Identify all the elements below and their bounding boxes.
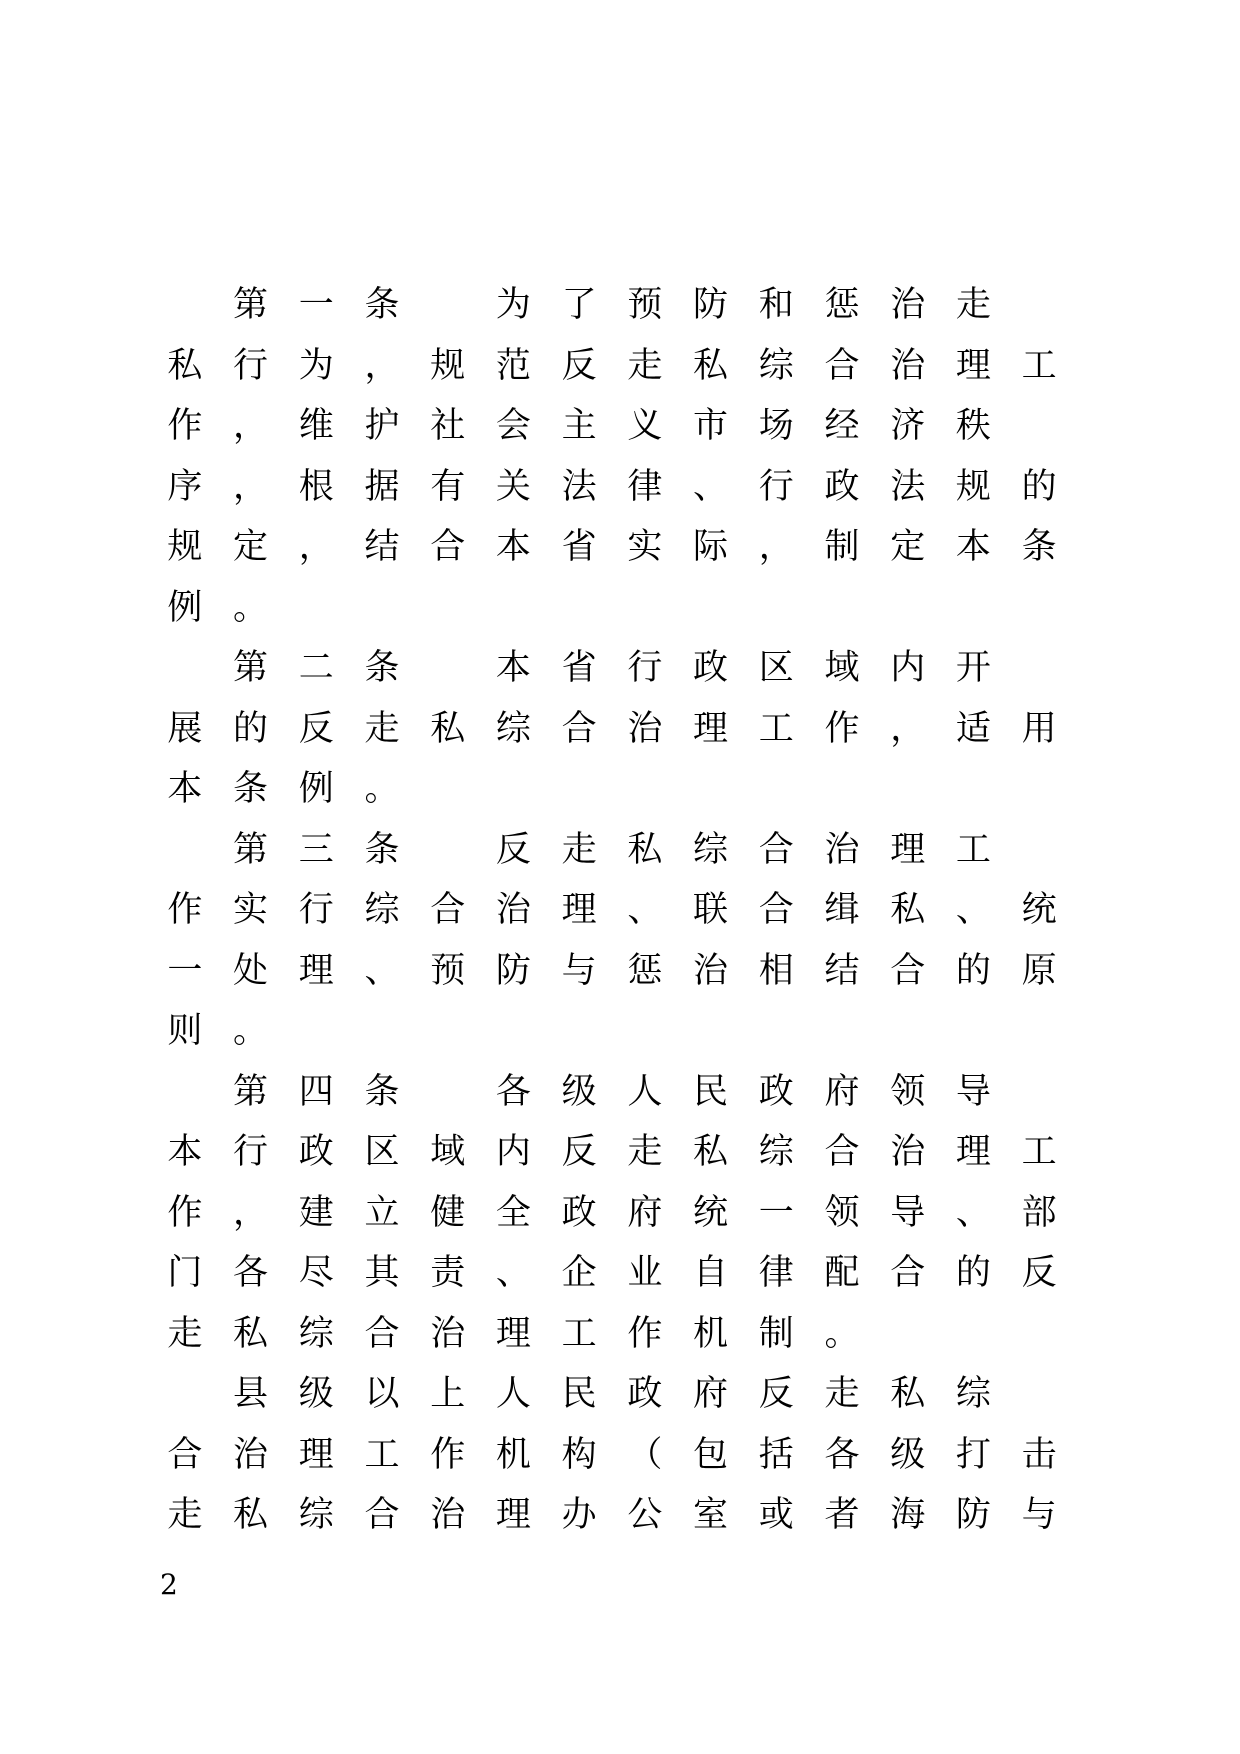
text-char: 尽 xyxy=(298,1253,334,1293)
text-char: 企 xyxy=(561,1253,597,1293)
text-char: 防 xyxy=(955,1495,991,1535)
text-char: 治 xyxy=(693,950,729,991)
text-char: 开 xyxy=(955,648,991,688)
text-char: 惩 xyxy=(824,285,860,325)
text-char: 政 xyxy=(627,1374,663,1414)
text-char: 机 xyxy=(693,1313,729,1354)
text-char: 本 xyxy=(955,527,991,567)
text-char: 走 xyxy=(955,285,991,325)
text-char: 导 xyxy=(955,1071,991,1112)
text-char: 。 xyxy=(364,769,400,809)
text-char: 领 xyxy=(890,1071,926,1112)
text-char: 级 xyxy=(561,1071,597,1112)
text-char: 室 xyxy=(693,1495,729,1535)
text-line xyxy=(160,638,1080,699)
text-char: 三 xyxy=(298,829,334,870)
text-char: 各 xyxy=(233,1253,269,1293)
text-char: 区 xyxy=(758,648,794,688)
regulation-body-text xyxy=(160,275,1080,1546)
text-line xyxy=(160,578,1080,639)
text-char: 关 xyxy=(495,466,531,507)
text-char: 括 xyxy=(758,1434,794,1475)
text-char: 私 xyxy=(430,708,466,749)
text-char: 领 xyxy=(824,1192,860,1233)
text-char: 作 xyxy=(824,708,860,749)
text-line xyxy=(160,941,1080,1002)
text-char: 走 xyxy=(561,829,597,870)
text-char xyxy=(415,1062,481,1122)
text-char: 合 xyxy=(890,1253,926,1293)
text-char: 综 xyxy=(758,1132,794,1172)
text-char: 一 xyxy=(298,285,334,325)
text-char: 击 xyxy=(1021,1434,1057,1475)
text-char: 政 xyxy=(693,648,729,688)
text-char xyxy=(415,275,481,335)
text-line xyxy=(160,699,1080,760)
text-char: 私 xyxy=(233,1495,269,1535)
text-char: 级 xyxy=(890,1434,926,1475)
text-char: 、 xyxy=(495,1253,531,1293)
text-char: 理 xyxy=(693,708,729,749)
text-char: 理 xyxy=(495,1313,531,1354)
text-line xyxy=(160,336,1080,397)
text-char: 行 xyxy=(758,466,794,507)
text-char: 序 xyxy=(167,466,203,507)
text-char xyxy=(152,1062,218,1122)
text-char: 工 xyxy=(364,1434,400,1475)
text-char: ， xyxy=(364,345,400,386)
text-char: 治 xyxy=(233,1434,269,1475)
text-char: 县 xyxy=(233,1374,269,1414)
text-char: 配 xyxy=(824,1253,860,1293)
text-char: 府 xyxy=(627,1192,663,1233)
text-char: 为 xyxy=(495,285,531,325)
text-char: 。 xyxy=(233,1011,269,1051)
text-char: 包 xyxy=(693,1434,729,1475)
text-char: 合 xyxy=(890,950,926,991)
text-char: 预 xyxy=(627,285,663,325)
text-char: 场 xyxy=(758,406,794,446)
text-char: 实 xyxy=(233,890,269,930)
text-char: 或 xyxy=(758,1495,794,1535)
text-line xyxy=(160,1485,1080,1546)
text-line xyxy=(160,1425,1080,1486)
text-char: 治 xyxy=(430,1495,466,1535)
text-char: 反 xyxy=(1021,1253,1057,1293)
text-char: 本 xyxy=(167,769,203,809)
text-char: 打 xyxy=(955,1434,991,1475)
text-char: 范 xyxy=(495,345,531,386)
text-char: 行 xyxy=(627,648,663,688)
text-char: 一 xyxy=(167,950,203,991)
text-char: 各 xyxy=(495,1071,531,1112)
text-char: 内 xyxy=(890,648,926,688)
text-char: 综 xyxy=(298,1495,334,1535)
text-char: 据 xyxy=(364,466,400,507)
text-char: 展 xyxy=(167,708,203,749)
text-char: 省 xyxy=(561,527,597,567)
text-char: 义 xyxy=(627,406,663,446)
text-char: ， xyxy=(233,406,269,446)
text-line xyxy=(160,1243,1080,1304)
text-char: 制 xyxy=(758,1313,794,1354)
text-char: 走 xyxy=(627,345,663,386)
text-line xyxy=(160,396,1080,457)
text-line xyxy=(160,1304,1080,1365)
text-char: 理 xyxy=(890,829,926,870)
text-char: 二 xyxy=(298,648,334,688)
text-char: 省 xyxy=(561,648,597,688)
text-char: 际 xyxy=(693,527,729,567)
text-char: （ xyxy=(627,1434,663,1475)
text-char xyxy=(415,820,481,880)
text-char: 条 xyxy=(233,769,269,809)
text-char: 政 xyxy=(298,1132,334,1172)
text-char: 、 xyxy=(364,950,400,991)
text-char: 缉 xyxy=(824,890,860,930)
text-char: 理 xyxy=(298,950,334,991)
text-char: 工 xyxy=(955,829,991,870)
text-char: 、 xyxy=(627,890,663,930)
text-char: 律 xyxy=(758,1253,794,1293)
page-number: 2 xyxy=(160,1568,178,1601)
text-char: 的 xyxy=(955,950,991,991)
text-line xyxy=(160,1183,1080,1244)
text-char: 内 xyxy=(495,1132,531,1172)
text-char: 本 xyxy=(495,648,531,688)
text-char: 自 xyxy=(693,1253,729,1293)
text-char: 综 xyxy=(693,829,729,870)
text-char: 联 xyxy=(693,890,729,930)
text-char: 合 xyxy=(561,708,597,749)
text-char xyxy=(415,638,481,698)
text-char: 规 xyxy=(430,345,466,386)
text-char: ， xyxy=(758,527,794,567)
text-char: 治 xyxy=(495,890,531,930)
text-char: 例 xyxy=(298,769,334,809)
text-char: 护 xyxy=(364,406,400,446)
text-char: 私 xyxy=(167,345,203,386)
text-char: 第 xyxy=(233,829,269,870)
text-char: 合 xyxy=(364,1313,400,1354)
text-char: 、 xyxy=(693,466,729,507)
text-char: 合 xyxy=(364,1495,400,1535)
text-char: 作 xyxy=(167,1192,203,1233)
text-char: 府 xyxy=(824,1071,860,1112)
text-char: 者 xyxy=(824,1495,860,1535)
text-char: 规 xyxy=(167,527,203,567)
text-char: 法 xyxy=(890,466,926,507)
text-char: 作 xyxy=(627,1313,663,1354)
text-char: 理 xyxy=(561,890,597,930)
text-char: 济 xyxy=(890,406,926,446)
text-line xyxy=(160,1364,1080,1425)
text-char xyxy=(152,275,218,335)
text-char: 走 xyxy=(364,708,400,749)
text-char: 市 xyxy=(693,406,729,446)
text-char: 四 xyxy=(298,1071,334,1112)
text-char: 府 xyxy=(693,1374,729,1414)
text-char: 合 xyxy=(167,1434,203,1475)
text-char: 本 xyxy=(495,527,531,567)
text-char: 反 xyxy=(758,1374,794,1414)
text-char: ， xyxy=(298,527,334,567)
text-char: 反 xyxy=(298,708,334,749)
text-char: 走 xyxy=(167,1313,203,1354)
text-char: 行 xyxy=(233,345,269,386)
text-char: 有 xyxy=(430,466,466,507)
text-char: 主 xyxy=(561,406,597,446)
text-char: 本 xyxy=(167,1132,203,1172)
text-char: 相 xyxy=(758,950,794,991)
text-char: 惩 xyxy=(627,950,663,991)
text-char: 合 xyxy=(824,1132,860,1172)
text-char: 民 xyxy=(561,1374,597,1414)
text-char: 秩 xyxy=(955,406,991,446)
text-char: 社 xyxy=(430,406,466,446)
text-char: 作 xyxy=(167,890,203,930)
text-char: 的 xyxy=(955,1253,991,1293)
text-char: 治 xyxy=(890,285,926,325)
text-char: 民 xyxy=(693,1071,729,1112)
text-char: 合 xyxy=(824,345,860,386)
text-char: 治 xyxy=(430,1313,466,1354)
text-char: 法 xyxy=(561,466,597,507)
text-char: 综 xyxy=(495,708,531,749)
text-char: 合 xyxy=(430,890,466,930)
text-char: 统 xyxy=(693,1192,729,1233)
text-char: 域 xyxy=(430,1132,466,1172)
text-char: 区 xyxy=(364,1132,400,1172)
text-char: 原 xyxy=(1021,950,1057,991)
text-char: 综 xyxy=(298,1313,334,1354)
text-char: 会 xyxy=(495,406,531,446)
text-char: 结 xyxy=(364,527,400,567)
text-char: 私 xyxy=(627,829,663,870)
text-char: 统 xyxy=(1021,890,1057,930)
text-char: 其 xyxy=(364,1253,400,1293)
text-char: 第 xyxy=(233,1071,269,1112)
text-char: 经 xyxy=(824,406,860,446)
text-char: 机 xyxy=(495,1434,531,1475)
text-char: 则 xyxy=(167,1011,203,1051)
text-line xyxy=(160,517,1080,578)
text-char: 条 xyxy=(364,285,400,325)
text-char: 合 xyxy=(758,829,794,870)
text-char: 全 xyxy=(495,1192,531,1233)
text-char: 域 xyxy=(824,648,860,688)
text-char: 行 xyxy=(233,1132,269,1172)
text-char: 和 xyxy=(758,285,794,325)
text-char: 为 xyxy=(298,345,334,386)
text-char: 结 xyxy=(824,950,860,991)
text-char: 适 xyxy=(955,708,991,749)
text-char: 私 xyxy=(693,345,729,386)
text-char xyxy=(152,1364,218,1424)
text-char: 理 xyxy=(955,1132,991,1172)
text-char: 条 xyxy=(1021,527,1057,567)
text-char: 的 xyxy=(1021,466,1057,507)
text-char: 各 xyxy=(824,1434,860,1475)
text-char: 治 xyxy=(890,345,926,386)
text-line xyxy=(160,1001,1080,1062)
text-char: 与 xyxy=(561,950,597,991)
text-char: 。 xyxy=(233,587,269,628)
text-char: 作 xyxy=(167,406,203,446)
text-char: 条 xyxy=(364,648,400,688)
text-char: 部 xyxy=(1021,1192,1057,1233)
text-char: 政 xyxy=(561,1192,597,1233)
text-char: ， xyxy=(233,466,269,507)
text-char: 海 xyxy=(890,1495,926,1535)
text-char: 律 xyxy=(627,466,663,507)
text-line xyxy=(160,457,1080,518)
text-char: 工 xyxy=(561,1313,597,1354)
text-char: 健 xyxy=(430,1192,466,1233)
text-char: 条 xyxy=(364,1071,400,1112)
text-char: 工 xyxy=(1021,345,1057,386)
text-char: 处 xyxy=(233,950,269,991)
text-char: 人 xyxy=(495,1374,531,1414)
text-char: 规 xyxy=(955,466,991,507)
text-char: 实 xyxy=(627,527,663,567)
text-char: 导 xyxy=(890,1192,926,1233)
text-char: 反 xyxy=(495,829,531,870)
text-char: 综 xyxy=(955,1374,991,1414)
text-char: 私 xyxy=(890,890,926,930)
text-char: 定 xyxy=(233,527,269,567)
text-char: 的 xyxy=(233,708,269,749)
text-char: 业 xyxy=(627,1253,663,1293)
text-char: 。 xyxy=(824,1313,860,1354)
text-line xyxy=(160,1122,1080,1183)
text-char: 走 xyxy=(167,1495,203,1535)
text-char: 私 xyxy=(890,1374,926,1414)
text-char: 以 xyxy=(364,1374,400,1414)
text-char: 维 xyxy=(298,406,334,446)
text-char: 了 xyxy=(561,285,597,325)
text-char: 综 xyxy=(364,890,400,930)
text-char: 立 xyxy=(364,1192,400,1233)
text-char: 人 xyxy=(627,1071,663,1112)
text-char: 门 xyxy=(167,1253,203,1293)
text-char: 私 xyxy=(233,1313,269,1354)
text-char: 根 xyxy=(298,466,334,507)
text-char: 工 xyxy=(758,708,794,749)
text-char: 作 xyxy=(430,1434,466,1475)
text-char: 走 xyxy=(824,1374,860,1414)
text-char: ， xyxy=(233,1192,269,1233)
text-char: 办 xyxy=(561,1495,597,1535)
text-char: 防 xyxy=(495,950,531,991)
text-char: 级 xyxy=(298,1374,334,1414)
text-char: 、 xyxy=(955,890,991,930)
text-char: 第 xyxy=(233,285,269,325)
text-char: 治 xyxy=(627,708,663,749)
text-char: 预 xyxy=(430,950,466,991)
text-char: 治 xyxy=(890,1132,926,1172)
text-char xyxy=(152,820,218,880)
text-char: 反 xyxy=(561,345,597,386)
text-char: 建 xyxy=(298,1192,334,1233)
text-char: 理 xyxy=(955,345,991,386)
text-char: 治 xyxy=(824,829,860,870)
text-char: 与 xyxy=(1021,1495,1057,1535)
text-char: 理 xyxy=(495,1495,531,1535)
text-char: 上 xyxy=(430,1374,466,1414)
text-char: 用 xyxy=(1021,708,1057,749)
text-char: 工 xyxy=(1021,1132,1057,1172)
text-char: 防 xyxy=(693,285,729,325)
text-char: 公 xyxy=(627,1495,663,1535)
text-char: 走 xyxy=(627,1132,663,1172)
text-char: 政 xyxy=(758,1071,794,1112)
text-char: 构 xyxy=(561,1434,597,1475)
text-char: 制 xyxy=(824,527,860,567)
text-line xyxy=(160,820,1080,881)
text-char: 、 xyxy=(955,1192,991,1233)
text-line xyxy=(160,275,1080,336)
text-char: 反 xyxy=(561,1132,597,1172)
text-char: 行 xyxy=(298,890,334,930)
text-char xyxy=(152,638,218,698)
text-line xyxy=(160,1062,1080,1123)
text-line xyxy=(160,759,1080,820)
text-char: ， xyxy=(890,708,926,749)
text-char: 理 xyxy=(298,1434,334,1475)
text-char: 责 xyxy=(430,1253,466,1293)
text-char: 第 xyxy=(233,648,269,688)
text-char: 政 xyxy=(824,466,860,507)
text-line xyxy=(160,880,1080,941)
text-char: 条 xyxy=(364,829,400,870)
text-char: 私 xyxy=(693,1132,729,1172)
text-char: 一 xyxy=(758,1192,794,1233)
text-char: 例 xyxy=(167,587,203,628)
text-char: 定 xyxy=(890,527,926,567)
text-char: 合 xyxy=(430,527,466,567)
text-char: 综 xyxy=(758,345,794,386)
text-char: 合 xyxy=(758,890,794,930)
